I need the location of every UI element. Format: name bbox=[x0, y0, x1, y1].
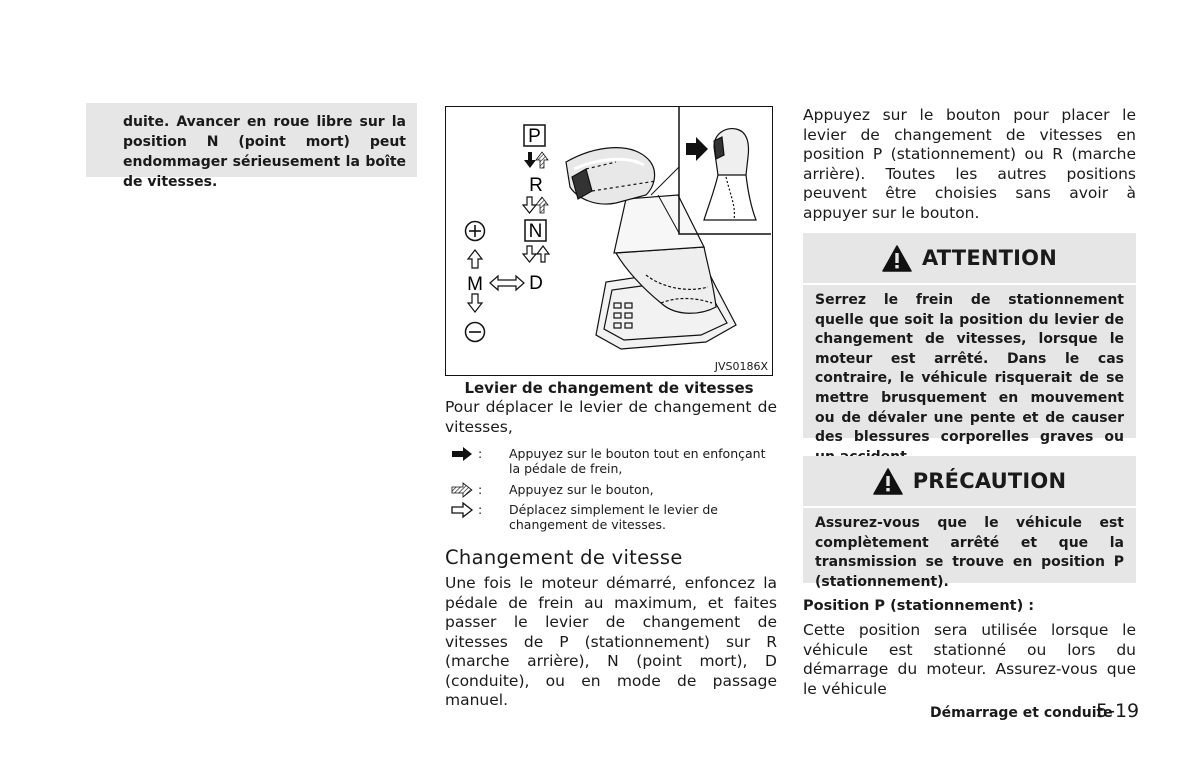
legend-text: Appuyez sur le bouton, bbox=[509, 482, 654, 497]
page-number: 5-19 bbox=[1096, 700, 1140, 722]
outline-arrow-icon bbox=[448, 502, 474, 518]
inset-knob-drawing bbox=[704, 129, 756, 220]
outline-down-arrow-icon bbox=[523, 197, 536, 213]
warning-note-text: duite. Avancer en roue libre sur la position N (point mort) peut endommager sérieusement la boîte de vitesses. bbox=[123, 114, 406, 190]
right-intro-paragraph: Appuyez sur le bouton pour placer le levier de changement de vitesses en position P (stationnement) ou R (marche arrière). Toutes les autres positions peuvent être choisies sans avoir à appuyer sur le bouton. bbox=[803, 106, 1136, 222]
warning-note-box bbox=[86, 103, 417, 190]
warning-triangle-icon bbox=[873, 468, 903, 495]
position-p-paragraph: Cette position sera utilisée lorsque le véhicule est stationné ou lors du démarrage du moteur. Assurez-vous que le véhicule bbox=[803, 621, 1136, 698]
double-arrow-icon bbox=[490, 276, 524, 290]
m-position-label: M bbox=[467, 274, 483, 295]
solid-arrow-icon bbox=[448, 446, 474, 462]
outline-up-arrow-icon bbox=[468, 250, 482, 268]
legend-colon: : bbox=[478, 502, 483, 517]
solid-right-arrow-icon bbox=[686, 137, 708, 161]
shift-lever-figure bbox=[445, 106, 773, 376]
outline-down-arrow-icon bbox=[523, 246, 536, 262]
legend-item bbox=[448, 446, 778, 478]
shift-lever-illustration bbox=[446, 107, 771, 374]
figure-code: JVS0186X bbox=[714, 360, 768, 373]
legend-text: Appuyez sur le bouton tout en enfonçant la pédale de frein, bbox=[509, 446, 766, 476]
legend-item bbox=[448, 502, 778, 534]
gear-lever-drawing bbox=[566, 148, 736, 349]
position-p-heading: Position P (stationnement) : bbox=[803, 598, 1035, 614]
section-paragraph: Une fois le moteur démarré, enfoncez la pédale de frein au maximum, et faites passer le levier de changement de vitesses de P (stationnement) sur R (marche arrière), N (point mort), D (conduite), ou en mode de passage manuel. bbox=[445, 574, 777, 709]
precaution-text: Assurez-vous que le véhicule est complètement arrêté et que la transmission se trouve en position P (stationnement). bbox=[815, 515, 1124, 590]
figure-caption: Levier de changement de vitesses bbox=[464, 379, 754, 397]
legend-colon: : bbox=[478, 482, 483, 497]
n-position-label: N bbox=[528, 221, 543, 242]
r-position-label: R bbox=[529, 175, 543, 196]
precaution-title: PRÉCAUTION bbox=[912, 469, 1067, 493]
p-position-label: P bbox=[528, 126, 541, 147]
d-position-label: D bbox=[529, 273, 543, 294]
legend-intro: Pour déplacer le levier de changement de vitesses, bbox=[445, 398, 777, 436]
precaution-header bbox=[803, 456, 1136, 508]
outline-up-arrow-icon bbox=[537, 246, 549, 262]
legend-item bbox=[448, 482, 778, 498]
footer-section-title: Démarrage et conduite bbox=[930, 705, 1113, 721]
attention-box bbox=[803, 233, 1136, 446]
precaution-box bbox=[803, 456, 1136, 590]
solid-down-arrow-icon bbox=[524, 152, 536, 168]
hatched-up-arrow-icon bbox=[536, 152, 548, 168]
hatched-up-arrow-icon bbox=[536, 197, 548, 213]
attention-header bbox=[803, 233, 1136, 285]
attention-text: Serrez le frein de stationnement quelle que soit la position du levier de changement de vitesses, lorsque le moteur est arrêté. Dans le cas contraire, le véhicule risquerait de se mettre brusquement en mouvement ou de dévaler une pente et de causer des blessures corporelles graves ou bbox=[815, 292, 1124, 446]
warning-triangle-icon bbox=[882, 245, 912, 272]
section-title: Changement de vitesse bbox=[445, 546, 683, 569]
attention-title: ATTENTION bbox=[921, 246, 1058, 270]
legend-colon: : bbox=[478, 446, 483, 461]
legend-text: Déplacez simplement le levier de changement de vitesses. bbox=[509, 502, 719, 532]
hatched-arrow-icon bbox=[448, 482, 474, 498]
outline-down-arrow-icon bbox=[468, 294, 482, 312]
